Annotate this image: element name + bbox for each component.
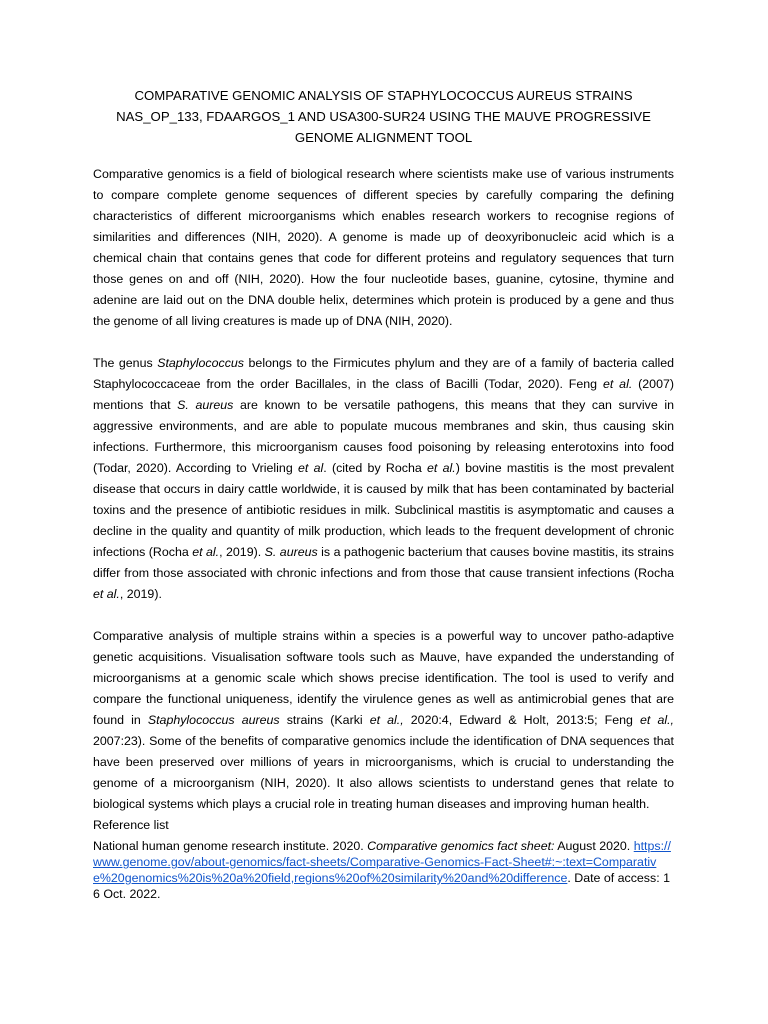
title-line-3: GENOME ALIGNMENT TOOL	[294, 130, 473, 145]
paragraph-comparative-analysis: Comparative analysis of multiple strains within a species is a powerful way to uncover patho-adaptive genetic acquisitions. Visualisation software tools such as Mauve, have expanded the understanding of microorganisms at a genomic scale which shows precise identification. The tool is used to verify and compare the functional uniqueness, identify the virulence genes as well as antimicrobial genes that are found in Staphylococcus aureus strains (Karki et al., 2020:4, Edward & Holt, 2013:5; Feng et al., 2007:23). Some of the benefits of comparative genomics include the identification of DNA sequences that have been preserved over millions of years in microorganisms, which is crucial to understanding the genome of a microorganism (NIH, 2020). It also allows scientists to understand genes that relate to biological systems which plays a crucial role in treating human diseases and improving human health.	[93, 629, 674, 811]
reference-link[interactable]: https://www.genome.gov/about-genomics/fact-sheets/Comparative-Genomics-Fact-Sheet#:~:text=Comparative%20genomics%20is%20a%20field,regions%20of%20similarity%20and%20difference	[93, 839, 671, 885]
paragraph-staphylococcus-genus: The genus Staphylococcus belongs to the Firmicutes phylum and they are of a family of bacteria called Staphylococcaceae from the order Bacillales, in the class of Bacilli (Todar, 2020). Feng et al. (2007) mentions that S. aureus are known to be versatile pathogens, this means that they can survive in aggressive environments, and are able to populate mucous membranes and skin, thus causing skin infections. Furthermore, this microorganism causes food poisoning by releasing enterotoxins into food (Todar, 2020). According to Vrieling et al. (cited by Rocha et al.) bovine mastitis is the most prevalent disease that occurs in dairy cattle worldwide, it is caused by milk that has been contaminated by bacterial toxins and the presence of antibiotic residues in milk. Subclinical mastitis is asymptomatic and causes a decline in the quality and quantity of milk production, which leads to the frequent development of chronic infections (Rocha et al., 2019). S. aureus is a pathogenic bacterium that causes bovine mastitis, its strains differ from those associated with chronic infections and from those that cause transient infections (Rocha et al., 2019).	[93, 356, 675, 601]
document-title	[93, 85, 674, 148]
reference-list-heading: Reference list	[93, 818, 169, 832]
paragraph-comparative-genomics: Comparative genomics is a field of biological research where scientists make use of various instruments to compare complete genome sequences of different species by carefully comparing the defining characteristics of different microorganisms which enables research workers to recognise regions of similarities and differences (NIH, 2020). A genome is made up of deoxyribonucleic acid which is a chemical chain that contains genes that code for different proteins and regulatory sequences that turn those genes on and off (NIH, 2020). How the four nucleotide bases, guanine, cytosine, thymine and adenine are laid out on the DNA double helix, determines which protein is produced by a gene and thus the genome of all living creatures is made up of DNA (NIH, 2020).	[93, 167, 674, 328]
title-line-1: COMPARATIVE GENOMIC ANALYSIS OF STAPHYLOCOCCUS AUREUS STRAINS	[134, 88, 633, 103]
reference-entry: National human genome research institute. 2020. Comparative genomics fact sheet: August 2020. https://www.genome.gov/about-genomics/fact-sheets/Comparative-Genomics-Fact-Sheet#:~:text=Comparative%20genomics%20is%20a%20field,regions%20of%20similarity%20and%20difference. Date of access: 16 Oct. 2022.	[93, 839, 671, 901]
document-page	[93, 85, 674, 902]
title-line-2: NAS_OP_133, FDAARGOS_1 AND USA300-SUR24 USING THE MAUVE PROGRESSIVE	[116, 109, 651, 124]
